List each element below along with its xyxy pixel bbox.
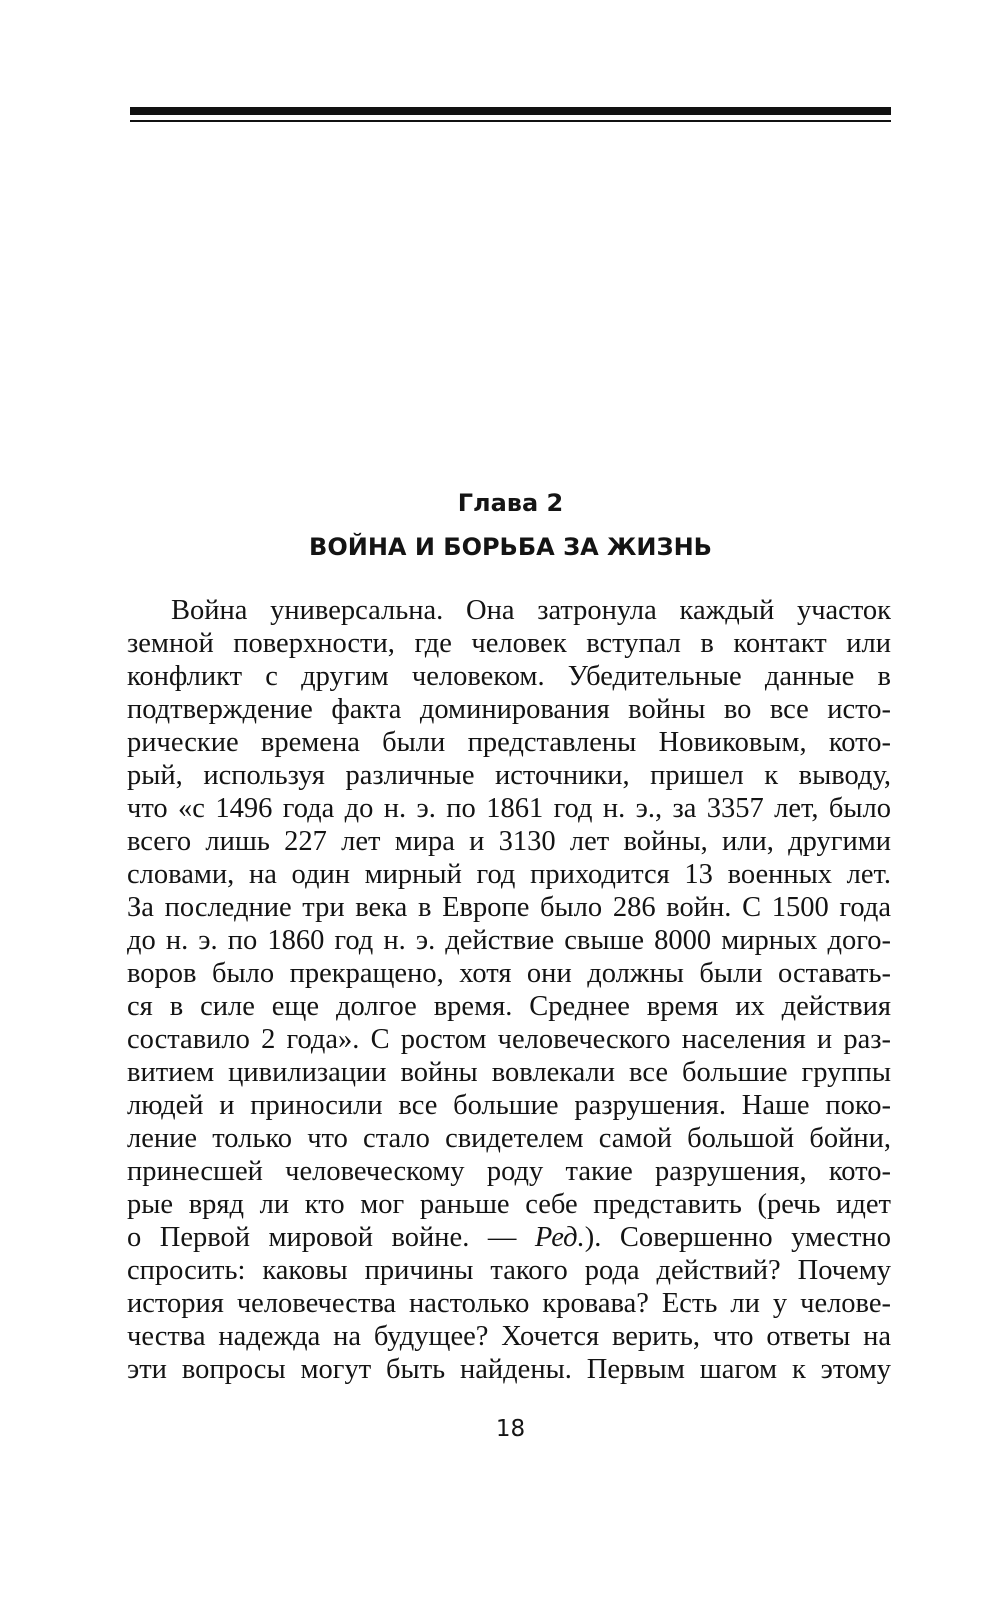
text-line: всего лишь 227 лет мира и 3130 лет войны, или, другими [127,826,891,857]
text-line: рические времена были представлены Новиковым, кото- [127,727,891,758]
text-line: эти вопросы могут быть найдены. Первым шагом к этому [127,1354,891,1385]
text-line: принесшей человеческому роду такие разрушения, кото- [127,1156,891,1187]
text-line: конфликт с другим человеком. Убедительные данные в [127,661,891,692]
text-line: спросить: каковы причины такого рода действий? Почему [127,1255,891,1286]
text-line: что «с 1496 года до н. э. по 1861 год н. э., за 3357 лет, было [127,793,891,824]
chapter-title: ВОЙНА И БОРЬБА ЗА ЖИЗНЬ [309,533,712,561]
text-line: составило 2 года». С ростом человеческого населения и раз- [127,1024,891,1055]
text-line: рый, используя различные источники, пришел к выводу, [127,760,891,791]
text-line: людей и приносили все большие разрушения. Наше поко- [127,1090,891,1121]
header-rule-thin [130,120,891,122]
text-line: ление только что стало свидетелем самой большой бойни, [127,1123,891,1154]
text-line: рые вряд ли кто мог раньше себе представить (речь идет [127,1189,891,1220]
editor-abbreviation: Ред. [534,1222,585,1253]
chapter-label: Глава 2 [457,489,564,517]
text-segment: о Первой мировой войне. — [127,1222,535,1253]
text-line-editor-note [127,1221,891,1254]
text-line: подтверждение факта доминирования войны во все исто- [127,694,891,725]
text-segment: ). Совершенно уместно [584,1222,891,1253]
text-line: Война универсальна. Она затронула каждый участок [171,595,891,626]
text-line: земной поверхности, где человек вступал в контакт или [127,628,891,659]
text-line: история человечества настолько кровава? Есть ли у челове- [127,1288,891,1319]
text-line: словами, на один мирный год приходится 13 военных лет. [127,859,891,890]
header-rule-thick [130,107,891,115]
page-number: 18 [495,1416,526,1442]
text-line: витием цивилизации войны вовлекали все большие группы [127,1057,891,1088]
text-line: ся в силе еще долгое время. Среднее время их действия [127,991,891,1022]
text-line: до н. э. по 1860 год н. э. действие свыше 8000 мирных дого- [127,925,891,956]
text-line: чества надежда на будущее? Хочется верить, что ответы на [127,1321,891,1352]
body-text [127,594,891,1386]
text-line: За последние три века в Европе было 286 войн. С 1500 года [127,892,891,923]
text-line: воров было прекращено, хотя они должны были оставать- [127,958,891,989]
